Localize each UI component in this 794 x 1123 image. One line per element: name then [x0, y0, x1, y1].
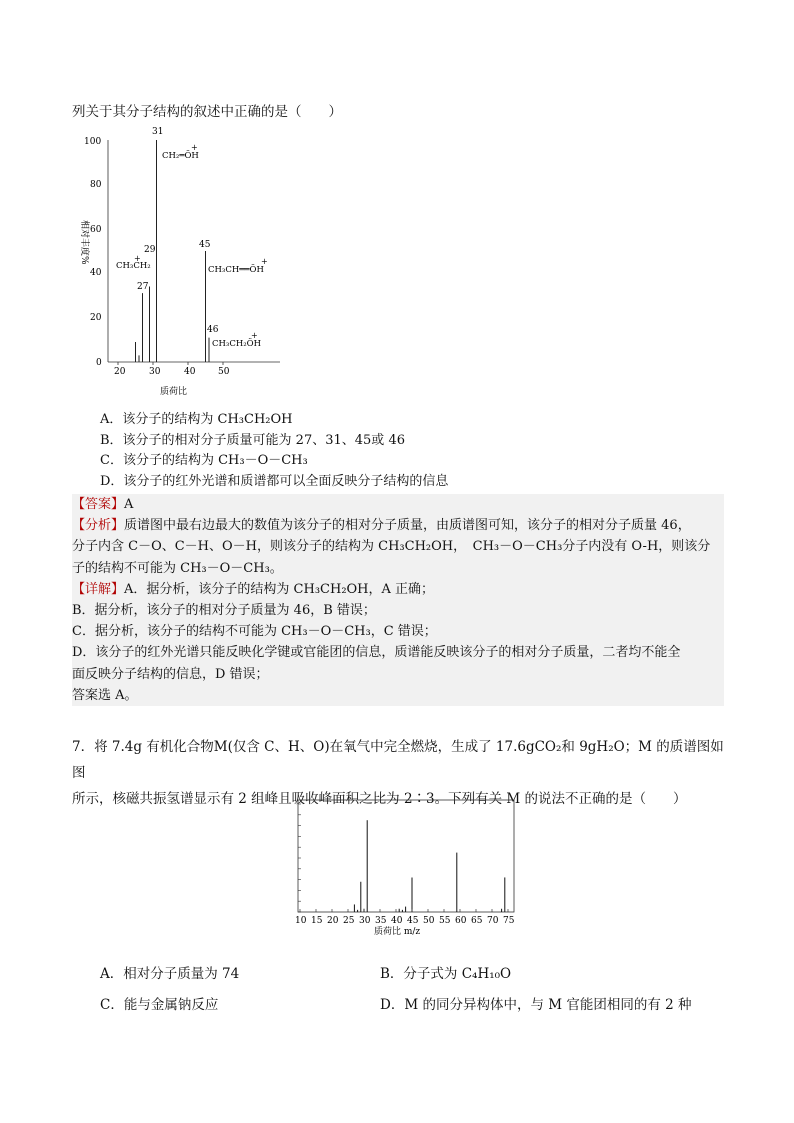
chart2-xtick-10: 10	[295, 916, 307, 926]
chart2-xtick-60: 60	[455, 916, 467, 926]
detail-line-3: C．据分析，该分子的结构不可能为 CH₃－O－CH₃，C 错误；	[72, 624, 437, 640]
chart1-xtick-30: 30	[149, 367, 161, 377]
peak-label-27: 27	[137, 282, 149, 292]
chart2-xtick-75: 75	[503, 916, 515, 926]
answer-value: A	[124, 497, 134, 512]
analysis-block	[72, 494, 724, 706]
detail-line-5: 面反映分子结构的信息，D 错误；	[72, 666, 269, 682]
peak-label-46: 46	[207, 325, 219, 335]
question-6-options	[100, 410, 448, 492]
chart1-ytick-40: 40	[90, 268, 102, 278]
fragment-45: CH₃CH══ÖH	[208, 265, 264, 275]
chart2-xtick-45: 45	[407, 916, 419, 926]
chart2-xtick-50: 50	[423, 916, 435, 926]
analysis-tag: 【分析】	[72, 518, 125, 534]
chart1-ylabel: 相对丰度%	[79, 220, 89, 265]
fragment-46-plus: +	[251, 331, 258, 340]
question-7-line-1: 7．将 7.4g 有机化合物M(仅含 C、H、O)在氧气中完全燃烧，生成了 17.6gCO₂和 9gH₂O；M 的质谱图如图	[72, 739, 724, 781]
option-d: D．该分子的红外光谱和质谱都可以全面反映分子结构的信息	[100, 473, 449, 489]
peak-label-45: 45	[199, 240, 211, 250]
chart2-xtick-35: 35	[375, 916, 387, 926]
option-b: B．该分子的相对分子质量可能为 27、31、45或 46	[100, 432, 405, 448]
chart1-xtick-20: 20	[114, 367, 126, 377]
chart1-ytick-60: 60	[90, 225, 102, 235]
peak-label-31: 31	[152, 127, 164, 137]
detail-line-4: D．该分子的红外光谱只能反映化学键或官能团的信息，质谱能反映该分子的相对分子质量，二者均不能全	[72, 645, 681, 661]
analysis-line-2: 分子内含 C－O、C－H、O－H，则该分子的结构为 CH₃CH₂OH， CH₃－O－CH₃分子内没有 O-H，则该分	[72, 539, 711, 555]
chart2-xtick-55: 55	[439, 916, 451, 926]
chart1-xtick-50: 50	[218, 367, 230, 377]
option-7b: B．分子式为 C₄H₁₀O	[380, 966, 512, 982]
option-7d: D．M 的同分异构体中，与 M 官能团相同的有 2 种	[380, 997, 692, 1013]
chart2-xtick-65: 65	[471, 916, 483, 926]
mass-spectrum-chart-2	[288, 796, 520, 942]
analysis-line-3: 子的结构不可能为 CH₃－O－CH₃。	[72, 560, 283, 576]
detail-text-1: A．据分析，该分子的结构为 CH₃CH₂OH，A 正确；	[124, 581, 435, 597]
option-a: A．该分子的结构为 CH₃CH₂OH	[100, 412, 293, 427]
chart1-ytick-20: 20	[90, 313, 102, 323]
fragment-31: CH₂═ÖH	[162, 151, 199, 161]
chart1-ytick-80: 80	[90, 180, 102, 190]
chart1-ytick-0: 0	[96, 358, 102, 368]
chart2-xlabel: 质荷比 m/z	[374, 927, 421, 937]
chart2-xtick-15: 15	[311, 916, 323, 926]
chart2-xtick-20: 20	[327, 916, 339, 926]
chart1-xtick-40: 40	[184, 367, 196, 377]
question-7-line-2: 所示，核磁共振氢谱显示有 2 组峰且吸收峰面积之比为 2∶3。下列有关 M 的说法不正确的是（ ）	[72, 791, 687, 807]
fragment-31-plus: +	[191, 143, 198, 152]
detail-line-1	[72, 579, 724, 600]
mass-spectrum-chart-1	[70, 122, 290, 400]
chart2-xtick-25: 25	[343, 916, 355, 926]
fragment-45-plus: +	[261, 257, 268, 266]
chart1-ytick-100: 100	[84, 137, 102, 147]
fragment-46: CH₃CH₂ÖH	[212, 339, 262, 349]
answer-tag: 【答案】	[72, 497, 125, 512]
option-c: C．该分子的结构为 CH₃－O－CH₃	[100, 453, 308, 468]
fragment-29: CH₃CH₂	[116, 261, 151, 271]
chart2-xtick-70: 70	[487, 916, 499, 926]
analysis-text-1: 质谱图中最右边最大的数值为该分子的相对分子质量，由质谱图可知，该分子的相对分子质量 46，	[124, 518, 691, 534]
chart2-xtick-40: 40	[391, 916, 403, 926]
chart2-xtick-30: 30	[359, 916, 371, 926]
option-7a: A．相对分子质量为 74	[100, 966, 240, 982]
option-7c: C．能与金属钠反应	[100, 997, 219, 1013]
answer-line	[72, 494, 724, 515]
final-answer: 答案选 A。	[72, 687, 138, 703]
chart1-xlabel: 质荷比	[160, 387, 188, 397]
fragment-29-plus: +	[134, 254, 141, 263]
question-6-stem: 列关于其分子结构的叙述中正确的是（ ）	[72, 104, 342, 120]
detail-line-2: B．据分析，该分子的相对分子质量为 46，B 错误；	[72, 603, 376, 619]
peak-label-29: 29	[144, 245, 156, 255]
detail-tag: 【详解】	[72, 581, 125, 597]
analysis-line-1	[72, 515, 724, 536]
